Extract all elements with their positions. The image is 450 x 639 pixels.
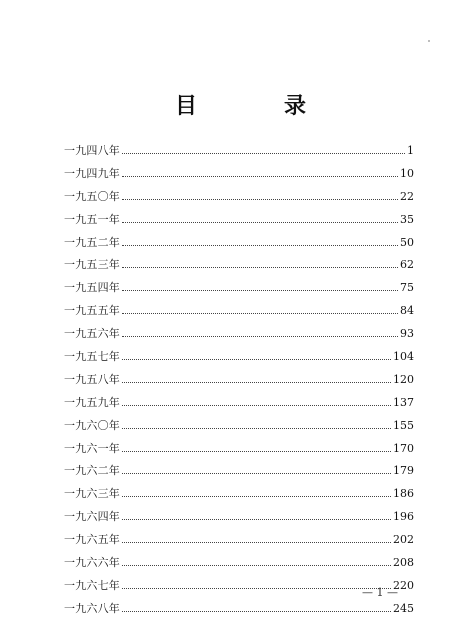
toc-entry-page-number: 179 bbox=[393, 464, 414, 478]
toc-entry-page-number: 245 bbox=[393, 601, 414, 615]
toc-entry-page-number: 220 bbox=[393, 578, 414, 592]
toc-entry-label: 一九六五年 bbox=[64, 533, 120, 547]
toc-entry-label: 一九六二年 bbox=[64, 464, 120, 478]
table-of-contents bbox=[64, 140, 414, 621]
toc-entry[interactable] bbox=[64, 369, 414, 392]
toc-entry[interactable] bbox=[64, 529, 414, 552]
toc-entry-label: 一九四九年 bbox=[64, 166, 120, 180]
toc-entry[interactable] bbox=[64, 415, 414, 438]
toc-entry-label: 一九六三年 bbox=[64, 487, 120, 501]
title-char-1: 目 bbox=[175, 94, 198, 119]
toc-leader-dots bbox=[122, 427, 391, 429]
toc-leader-dots bbox=[122, 221, 398, 223]
toc-entry[interactable] bbox=[64, 598, 414, 621]
toc-leader-dots bbox=[122, 472, 391, 474]
page-title bbox=[0, 92, 450, 122]
toc-entry-page-number: 202 bbox=[393, 533, 414, 547]
toc-entry-label: 一九五二年 bbox=[64, 235, 120, 249]
scan-speck bbox=[428, 40, 430, 42]
toc-entry-page-number: 93 bbox=[400, 327, 414, 341]
toc-entry-page-number: 62 bbox=[400, 258, 414, 272]
toc-entry-page-number: 196 bbox=[393, 510, 414, 524]
toc-entry-label: 一九五七年 bbox=[64, 350, 120, 364]
toc-entry[interactable] bbox=[64, 163, 414, 186]
toc-leader-dots bbox=[122, 564, 391, 566]
toc-entry[interactable] bbox=[64, 254, 414, 277]
title-char-2: 录 bbox=[284, 94, 307, 119]
toc-leader-dots bbox=[122, 312, 398, 314]
toc-entry-page-number: 208 bbox=[393, 556, 414, 570]
toc-entry-page-number: 170 bbox=[393, 441, 414, 455]
toc-leader-dots bbox=[122, 198, 398, 200]
toc-entry-label: 一九五五年 bbox=[64, 304, 120, 318]
toc-leader-dots bbox=[122, 518, 391, 520]
toc-entry[interactable] bbox=[64, 209, 414, 232]
toc-entry[interactable] bbox=[64, 483, 414, 506]
toc-leader-dots bbox=[122, 495, 391, 497]
toc-entry-page-number: 155 bbox=[393, 418, 414, 432]
toc-leader-dots bbox=[122, 244, 398, 246]
toc-entry-page-number: 120 bbox=[393, 372, 414, 386]
toc-entry-label: 一九五一年 bbox=[64, 212, 120, 226]
toc-entry-page-number: 137 bbox=[393, 395, 414, 409]
toc-leader-dots bbox=[122, 541, 391, 543]
toc-entry[interactable] bbox=[64, 277, 414, 300]
toc-leader-dots bbox=[122, 289, 398, 291]
toc-entry-label: 一九六七年 bbox=[64, 578, 120, 592]
toc-entry-page-number: 10 bbox=[400, 166, 414, 180]
page-number-footer: — 1 — bbox=[362, 586, 398, 599]
toc-entry-page-number: 22 bbox=[400, 189, 414, 203]
toc-leader-dots bbox=[122, 266, 398, 268]
toc-entry-page-number: 104 bbox=[393, 350, 414, 364]
toc-entry[interactable] bbox=[64, 140, 414, 163]
toc-entry-page-number: 75 bbox=[400, 281, 414, 295]
toc-entry-label: 一九六四年 bbox=[64, 510, 120, 524]
toc-entry-label: 一九五八年 bbox=[64, 372, 120, 386]
toc-entry-page-number: 186 bbox=[393, 487, 414, 501]
toc-entry-page-number: 1 bbox=[407, 144, 414, 157]
toc-leader-dots bbox=[122, 358, 391, 360]
toc-leader-dots bbox=[122, 152, 405, 154]
toc-entry-page-number: 50 bbox=[400, 235, 414, 249]
toc-entry[interactable] bbox=[64, 346, 414, 369]
toc-entry[interactable] bbox=[64, 438, 414, 461]
toc-entry-label: 一九四八年 bbox=[64, 144, 120, 157]
toc-entry-label: 一九六六年 bbox=[64, 556, 120, 570]
toc-entry[interactable] bbox=[64, 392, 414, 415]
toc-entry-label: 一九五九年 bbox=[64, 395, 120, 409]
toc-entry-label: 一九六一年 bbox=[64, 441, 120, 455]
toc-leader-dots bbox=[122, 404, 391, 406]
toc-entry[interactable] bbox=[64, 300, 414, 323]
toc-entry-label: 一九五三年 bbox=[64, 258, 120, 272]
toc-leader-dots bbox=[122, 450, 391, 452]
toc-entry[interactable] bbox=[64, 552, 414, 575]
toc-leader-dots bbox=[122, 610, 391, 612]
toc-leader-dots bbox=[122, 175, 398, 177]
toc-entry[interactable] bbox=[64, 460, 414, 483]
toc-entry[interactable] bbox=[64, 506, 414, 529]
toc-entry-page-number: 84 bbox=[400, 304, 414, 318]
toc-leader-dots bbox=[122, 335, 398, 337]
toc-leader-dots bbox=[122, 381, 391, 383]
toc-entry[interactable] bbox=[64, 186, 414, 209]
toc-entry[interactable] bbox=[64, 232, 414, 255]
toc-entry-page-number: 35 bbox=[400, 212, 414, 226]
toc-entry-label: 一九五六年 bbox=[64, 327, 120, 341]
toc-entry[interactable] bbox=[64, 323, 414, 346]
toc-entry-label: 一九五四年 bbox=[64, 281, 120, 295]
toc-entry-label: 一九六八年 bbox=[64, 601, 120, 615]
toc-entry-label: 一九五〇年 bbox=[64, 189, 120, 203]
toc-entry-label: 一九六〇年 bbox=[64, 418, 120, 432]
